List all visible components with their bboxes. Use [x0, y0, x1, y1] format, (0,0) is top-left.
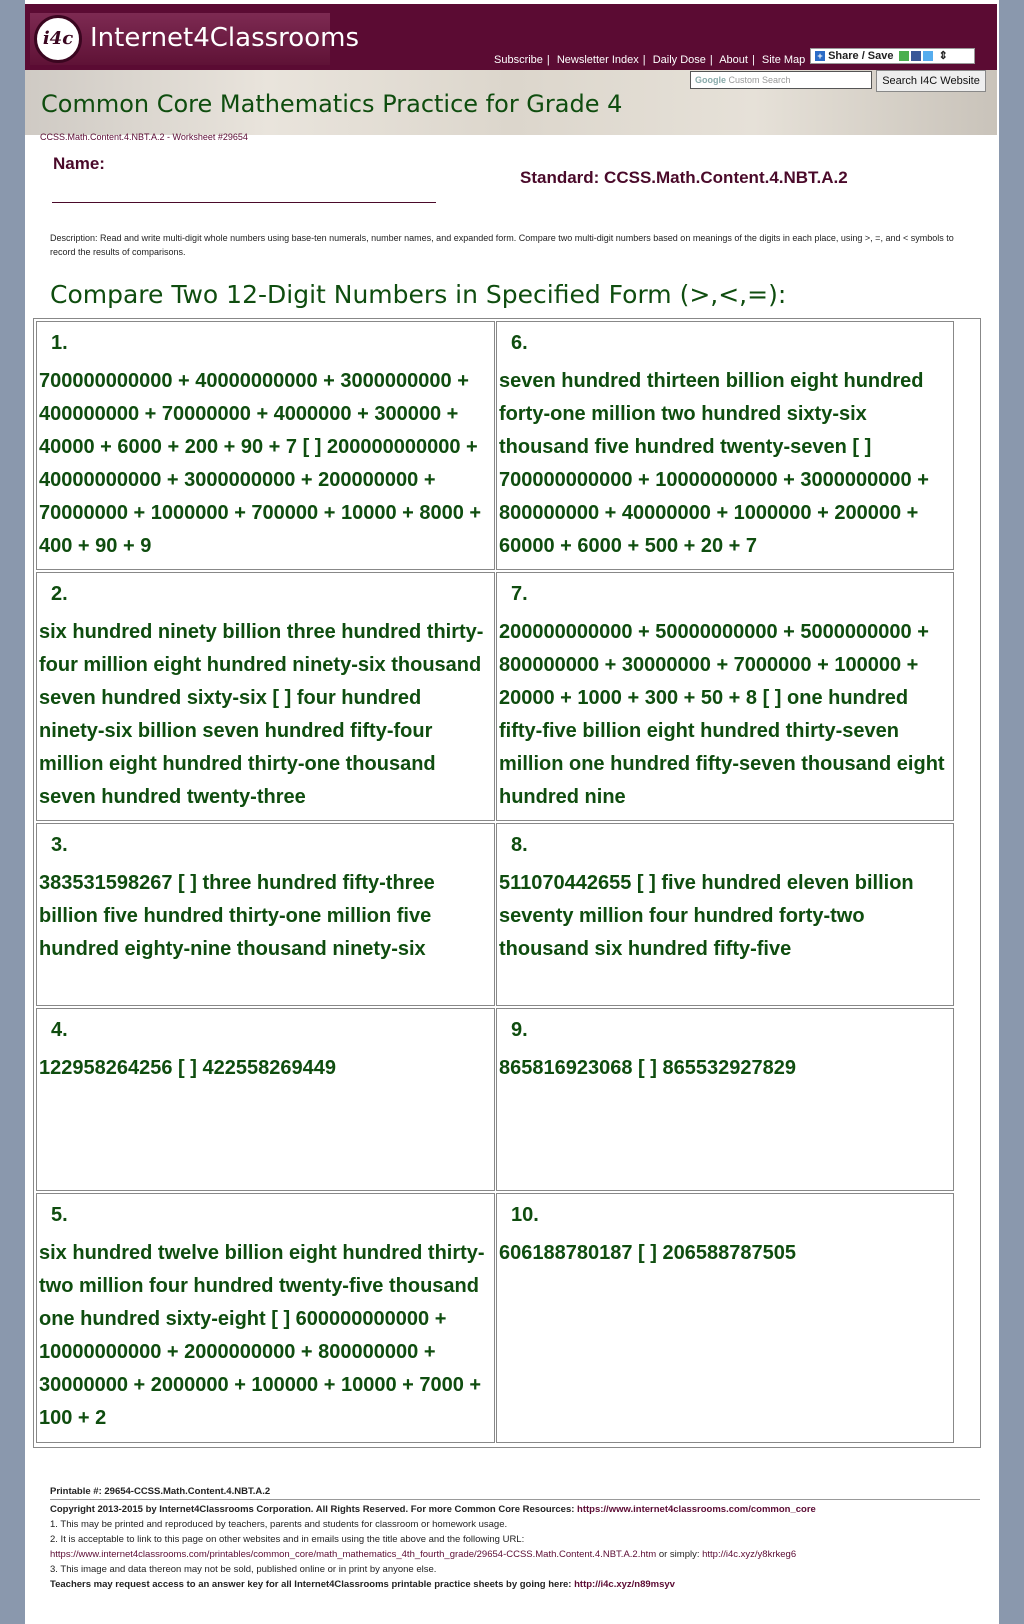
footer [50, 1484, 980, 1592]
worksheet-id: CCSS.Math.Content.4.NBT.A.2 - Worksheet #29654 [40, 132, 248, 142]
problem-number: 8. [511, 834, 528, 856]
logo-text: Internet4Classrooms [90, 23, 359, 53]
problem-number: 3. [51, 834, 68, 856]
usage-line-2: 2. It is acceptable to link to this page on other websites and in emails using the title above and the following URL: [50, 1534, 525, 1545]
share-save-button[interactable] [810, 48, 975, 64]
page [25, 0, 999, 1624]
problem-cell-7 [496, 572, 954, 821]
common-core-link[interactable]: https://www.internet4classrooms.com/common_core [577, 1504, 816, 1515]
problem-cell-6 [496, 321, 954, 570]
problems-table [33, 318, 981, 1448]
problem-number: 2. [51, 583, 68, 605]
problem-number: 4. [51, 1019, 68, 1041]
problem-number: 5. [51, 1204, 68, 1226]
problem-cell-9 [496, 1008, 954, 1191]
search-input[interactable] [690, 71, 872, 89]
worksheet-url-link[interactable]: https://www.internet4classrooms.com/printables/common_core/math_mathematics_4th_fourth_grade/29654-CCSS.Math.Content.4.NBT.A.2.htm [50, 1549, 657, 1560]
problem-number: 6. [511, 332, 528, 354]
site-header [25, 4, 997, 70]
search-button[interactable]: Search I4C Website [876, 70, 986, 92]
twitter-icon [923, 51, 933, 61]
share-label: Share / Save [828, 50, 894, 62]
description: Description: Read and write multi-digit whole numbers using base-ten numerals, number names, and expanded form. Compare two multi-digit numbers based on meanings of the digits in each place, using >, =, and < symbols to record the results of comparisons. [50, 233, 954, 257]
problem-cell-1 [36, 321, 495, 570]
share-print-icon [899, 51, 909, 61]
answer-key-text: Teachers may request access to an answer key for all Internet4Classrooms printable practice sheets by going here: [50, 1579, 572, 1590]
top-navigation: Subscribe | Newsletter Index | Daily Dose | About | Site Map [494, 54, 806, 66]
facebook-icon [911, 51, 921, 61]
or-simply: or simply: [658, 1549, 700, 1560]
name-line [52, 202, 436, 203]
printable-number: Printable #: 29654-CCSS.Math.Content.4.NBT.A.2 [50, 1486, 271, 1497]
site-logo[interactable] [30, 13, 359, 65]
logo-badge-icon: i4c [34, 15, 82, 63]
problem-cell-5 [36, 1193, 495, 1443]
nav-newsletter-index[interactable]: Newsletter Index [556, 54, 639, 66]
nav-daily-dose[interactable]: Daily Dose [652, 54, 706, 66]
search-placeholder: Custom Search [728, 75, 791, 85]
page-title: Common Core Mathematics Practice for Grade 4 [41, 90, 623, 118]
problem-number: 10. [511, 1204, 539, 1226]
google-logo: Google [695, 75, 726, 85]
problem-text: six hundred twelve billion eight hundred thirty-two million four hundred twenty-five thousand one hundred sixty-eight [ ] 600000000000 + 10000000000 + 2000000000 + 800000000 + 30000000 + 2000000 + 100000 + 10000 + 7000 + 100 + 2 [39, 1242, 485, 1429]
problem-number: 9. [511, 1019, 528, 1041]
share-dropdown-icon: ⇕ [938, 50, 948, 62]
problem-text: 383531598267 [ ] three hundred fifty-three billion five hundred thirty-one million five hundred eighty-nine thousand ninety-six [39, 872, 435, 960]
answer-key-line [50, 1577, 980, 1592]
usage-line-3: 3. This image and data thereon may not be sold, published online or in print by anyone else. [50, 1564, 437, 1575]
usage-line-1: 1. This may be printed and reproduced by teachers, parents and students for classroom or homework usage. [50, 1519, 508, 1530]
name-label: Name: [53, 154, 105, 173]
problem-text: 200000000000 + 50000000000 + 5000000000 + 800000000 + 30000000 + 7000000 + 100000 + 20000 + 1000 + 300 + 50 + 8 [ ] one hundred fifty-five billion eight hundred thirty-seven million one hundred fifty-seven thousand eight hundred nine [499, 621, 945, 808]
problem-text: 606188780187 [ ] 206588787505 [499, 1242, 796, 1264]
problem-text: 511070442655 [ ] five hundred eleven billion seventy million four hundred forty-two thousand six hundred fifty-five [499, 872, 914, 960]
url-line [50, 1547, 980, 1562]
problem-cell-3 [36, 823, 495, 1006]
standard-label: Standard: CCSS.Math.Content.4.NBT.A.2 [520, 168, 848, 187]
problem-cell-2 [36, 572, 495, 821]
short-url-link[interactable]: http://i4c.xyz/y8krkeg6 [702, 1549, 797, 1560]
copyright [50, 1502, 980, 1517]
problem-text: 700000000000 + 40000000000 + 3000000000 + 400000000 + 70000000 + 4000000 + 300000 + 40000 + 6000 + 200 + 90 + 7 [ ] 200000000000 + 40000000000 + 3000000000 + 200000000 + 70000000 + 1000000 + 700000 + 10000 + 8000 + 400 + 90 + 9 [39, 370, 482, 557]
problem-cell-4 [36, 1008, 495, 1191]
nav-subscribe[interactable]: Subscribe [494, 54, 543, 66]
problem-text: seven hundred thirteen billion eight hundred forty-one million two hundred sixty-six thousand five hundred twenty-seven [ ] 700000000000 + 10000000000 + 3000000000 + 800000000 + 40000000 + 1000000 + 200000 + 60000 + 6000 + 500 + 20 + 7 [499, 370, 929, 557]
footer-divider [50, 1499, 980, 1500]
problem-number: 7. [511, 583, 528, 605]
nav-site-map[interactable]: Site Map [761, 54, 806, 66]
answer-key-link[interactable]: http://i4c.xyz/n89msyv [574, 1579, 675, 1590]
problem-text: 865816923068 [ ] 865532927829 [499, 1057, 796, 1079]
problem-number: 1. [51, 332, 68, 354]
problem-text: six hundred ninety billion three hundred thirty-four million eight hundred ninety-six thousand seven hundred sixty-six [ ] four hundred ninety-six billion seven hundred fifty-four million eight hundred thirty-one thousand seven hundred twenty-three [39, 621, 484, 808]
problem-cell-10 [496, 1193, 954, 1443]
share-plus-icon: + [815, 51, 825, 61]
copyright-text: Copyright 2013-2015 by Internet4Classrooms Corporation. All Rights Reserved. For more Common Core Resources: [50, 1504, 575, 1515]
nav-about[interactable]: About [719, 54, 748, 66]
section-title: Compare Two 12-Digit Numbers in Specified Form (>,<,=): [50, 280, 787, 309]
problem-text: 122958264256 [ ] 422558269449 [39, 1057, 336, 1079]
problem-cell-8 [496, 823, 954, 1006]
